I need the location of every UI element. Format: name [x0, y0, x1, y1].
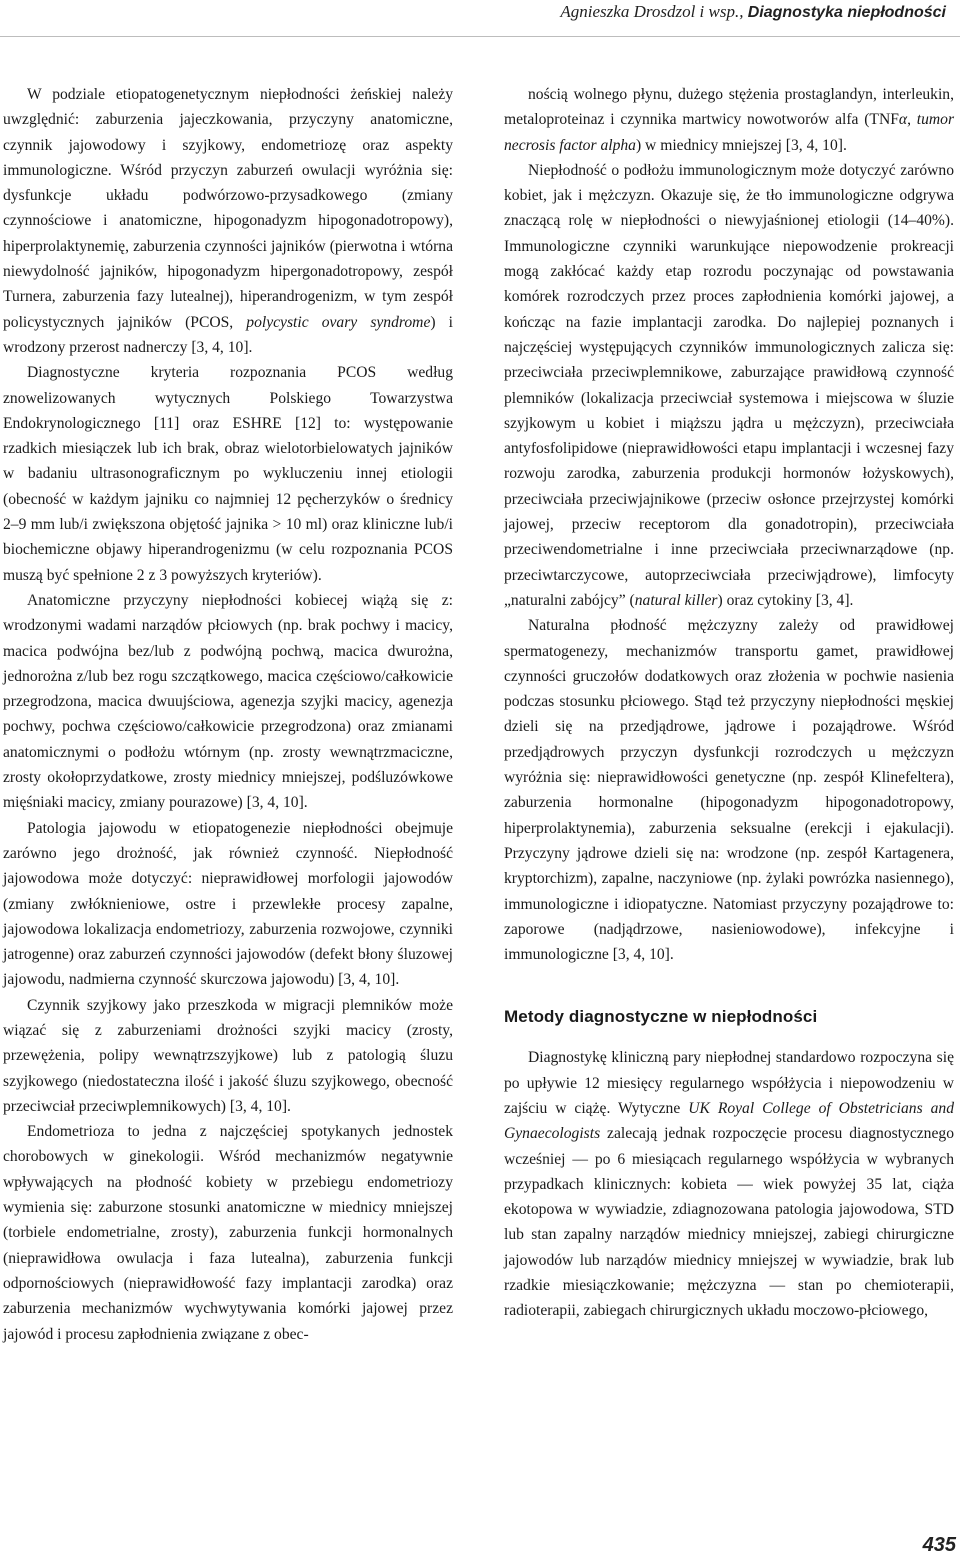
- header-separator: ,: [739, 2, 748, 21]
- paragraph: [3, 360, 453, 588]
- italic-text: α: [898, 111, 908, 129]
- text-segment: Anatomiczne przyczyny niepłodności kobiecej wiążą się z: wrodzonymi wadami narządów płciowych (np. brak pochwy i macicy, macica podwójna bez/lub z podwójną pochwą, macica dwurożna, jednorożna z/lub bez rogu szczątkowego, macica częściowo/całkowicie przegrodzona, macica dwuujściowa, agenezja szyjki macicy, agenezja pochwy, pochwa częściowo/całkowicie przegrodzona) oraz zmianami anatomicznymi o podłożu wtórnym (np. zrosty wewnątrzmaciczne, zrosty okołoprzydatkowe, zrosty miednicy mniejszej, podśluzówkowe mięśniaki macicy, zmiany pourazowe) [3, 4, 10].: [3, 591, 453, 812]
- section-heading: Metody diagnostyczne w niepłodności: [504, 1007, 818, 1027]
- right-column: [504, 82, 954, 1324]
- text-segment: zalecają jednak rozpoczęcie procesu diagnostycznego wcześniej — po 6 miesiącach regularnego współżycia w wybranych przypadkach klinicznych: kobieta — wiek powyżej 35 lat, ciąża ekotopowa w wywiadzie, zdiagnozowana patologia jajowodowa, STD lub stan zapalny narządów miednicy mniejszej, zabiegi chirurgiczne jajowodów lub narządów miednicy mniejszej w wywiadzie, brak lub rzadkie miesiączkowanie; mężczyzna — stan po chemioterapii, radioterapii, zabiegach chirurgicznych układu moczowo-płciowego,: [504, 1125, 954, 1320]
- italic-text: UK Royal College of Obstetricians and Gynaecologists: [504, 1099, 954, 1143]
- text-segment: ,: [907, 111, 917, 129]
- right-column-top: [504, 82, 954, 967]
- header-title: Diagnostyka niepłodności: [747, 4, 946, 21]
- right-column-bottom: [504, 1045, 954, 1323]
- paragraph: [3, 82, 453, 360]
- italic-text: polycystic ovary syndrome: [246, 313, 431, 331]
- text-segment: Endometrioza to jedna z najczęściej spotykanych jednostek chorobowych w ginekologii. Wśród mechanizmów negatywnie wpływających na płodność kobiety w przebiegu endometriozy wymienia się: zaburzone stosunki anatomiczne w miednicy mniejszej (torbiele endometrialne, zrosty), zaburzenia funkcji hormonalnych (nieprawidłowa owulacja i faza lutealna), zaburzenia funkcji odpornościowych (nieprawidłowość fazy implantacji zarodka) oraz zaburzenia mechanizmów wychwytywania komórki jajowej przez jajowód i procesu zapłodnienia związane z obec-: [3, 1123, 453, 1343]
- header-authors: Agnieszka Drosdzol i wsp.: [560, 2, 740, 21]
- text-segment: W podziale etiopatogenetycznym niepłodności żeńskiej należy uwzględnić: zaburzenia jajeczkowania, przyczyny anatomiczne, czynnik jajowodowy i szyjkowy, endometriozę oraz aspekty immunologiczne. Wśród przyczyn zaburzeń owulacji wyróżnia się: dysfunkcje układu podwórzowo-przysadkowego (zmiany czynnościowe i anatomiczne, hipogonadyzm hipogonadotropowy), hiperprolaktynemię, zaburzenia czynności jajników (pierwotna i wtórna niewydolność jajników, hipogonadyzm hipergonadotropowy, zespół Turnera, zaburzenia fazy lutealnej), hiperandrogenizm, w tym zespół policystycznych jajników (PCOS,: [3, 86, 453, 331]
- paragraph: [3, 588, 453, 816]
- italic-text: natural killer: [634, 591, 718, 609]
- text-segment: Naturalna płodność mężczyzny zależy od prawidłowej spermatogenezy, mechanizmów transportu gamet, prawidłowej czynności gruczołów dodatkowych oraz złożenia w pochwie nasienia podczas stosunku płciowego. Stąd też przyczyny niepłodności męskiej dzieli się na przedjądrowe, jądrowe i pozajądrowe. Wśród przedjądrowych przyczyn dysfunkcji rozrodczych u mężczyzn wyróżnia się: nieprawidłowości genetyczne (np. zespół Klinefeltera), zaburzenia hormonalne (hipogonadyzm hipogonadotropowy, hiperprolaktynemia), zaburzenia seksualne (erekcji i ejakulacji). Przyczyny jądrowe dzieli się na: wrodzone (np. zespół Kartagenera, kryptorchizm), zapalne, naczyniowe (np. żylaki powrózka nasiennego), immunologiczne i idiopatyczne. Natomiast przyczyny pozajądrowe to: zaporowe (nadjądrzowe, nasieniowodowe), infekcyjne i immunologiczne [3, 4, 10].: [504, 617, 954, 964]
- text-segment: Diagnostyczne kryteria rozpoznania PCOS według znowelizowanych wytycznych Polskiego Towarzystwa Endokrynologicznego [11] oraz ESHRE [12] to: występowanie rzadkich miesiączek lub ich brak, obraz wielotorbielowatych jajników w badaniu ultrasonograficznym po wykluczeniu innej etiologii (obecność w każdym jajniku co najmniej 12 pęcherzyków o średnicy 2–9 mm lub/i zwiększona objętość jajnika > 10 ml) oraz kliniczne lub/i biochemiczne objawy hiperandrogenizmu (w celu rozpoznania PCOS muszą być spełnione 2 z 3 powyższych kryteriów).: [3, 364, 453, 584]
- italic-text: tumor necrosis factor alpha: [504, 111, 955, 154]
- paragraph: [504, 82, 954, 158]
- text-segment: ) oraz cytokiny [3, 4].: [717, 591, 854, 609]
- text-segment: nością wolnego płynu, dużego stężenia prostaglandyn, interleukin, metaloproteinaz i czynnika martwicy nowotworów alfa (TNF: [504, 86, 954, 129]
- left-column: [3, 82, 453, 1347]
- text-segment: ) w miednicy mniejszej [3, 4, 10].: [635, 136, 847, 154]
- text-segment: Diagnostykę kliniczną pary niepłodnej standardowo rozpoczyna się po upływie 12 miesięcy regularnego współżycia i niepowodzeniu w zajściu w ciążę. Wytyczne: [504, 1049, 954, 1117]
- text-segment: Niepłodność o podłożu immunologicznym może dotyczyć zarówno kobiet, jak i mężczyzn. Okazuje się, że tło immunologiczne odgrywa znaczącą rolę w niepłodności o niewyjaśnionej etiologii (14–40%). Immunologiczne czynniki warunkujące niepowodzenie prokreacji mogą zakłócać każdy etap rozrodu poczynając od powstawania komórek rozrodczych przez proces zapłodnienia komórki jajowej, a kończąc na fazie implantacji zarodka. Do najlepiej poznanych i najczęściej występujących czynników immunologicznych zalicza się: przeciwciała przeciwplemnikowe, zaburzające prawidłową czynność plemników (lokalizacja przeciwciał systemowa i miejscowa w śluzie szyjkowym u kobiet i miąższu jądra u mężczyzn), przeciwciała antyfosfolipidowe (nieprawidłowości etapu implantacji i wczesnej fazy rozwoju zarodka, zaburzenia produkcji hormonów łożyskowych), przeciwciała przeciwjajnikowe (przeciw osłonce przejrzystej komórki jajowej, przeciw receptorom dla gonadotropin), przeciwciała przeciwendometrialne i inne przeciwciała przeciwnarządowe (np. przeciwtarczycowe, autoprzeciwciała przeciwjądrowe), limfocyty „naturalni zabójcy” (: [504, 161, 954, 609]
- paragraph: [3, 1119, 453, 1347]
- text-segment: Patologia jajowodu w etiopatogenezie niepłodności obejmuje zarówno jego drożność, jak również czynność. Niepłodność jajowodowa może dotyczyć: nieprawidłowej morfologii jajowodów (zmiany zwłóknieniowe, ostre i przewlekłe procesy zapalne, jajowodowa lokalizacja endometriozy, zaburzenia rozwojowe, czynniki jatrogenne) oraz zaburzeń czynności jajowodów (defekt błony śluzowej jajowodu, nadmierna czynność skurczowa jajowodu) [3, 4, 10].: [3, 819, 453, 989]
- paragraph: [504, 1045, 954, 1323]
- paragraph: [504, 613, 954, 967]
- text-segment: ) i wrodzony przerost nadnerczy [3, 4, 10].: [3, 313, 453, 356]
- running-header: [560, 0, 946, 25]
- paragraph: [3, 816, 453, 993]
- page-number: 435: [922, 1534, 956, 1556]
- text-segment: Czynnik szyjkowy jako przeszkoda w migracji plemników może wiązać się z zaburzeniami drożności szyjki macicy (zrosty, przewężenia, polipy wewnątrzszyjkowe) lub z patologią śluzu szyjkowego (niedostateczna ilość i jakość śluzu szyjkowego, obecność przeciwciał przeciwplemnikowych) [3, 4, 10].: [3, 996, 453, 1115]
- paragraph: [504, 158, 954, 613]
- header-divider: [0, 36, 960, 37]
- paragraph: [3, 993, 453, 1119]
